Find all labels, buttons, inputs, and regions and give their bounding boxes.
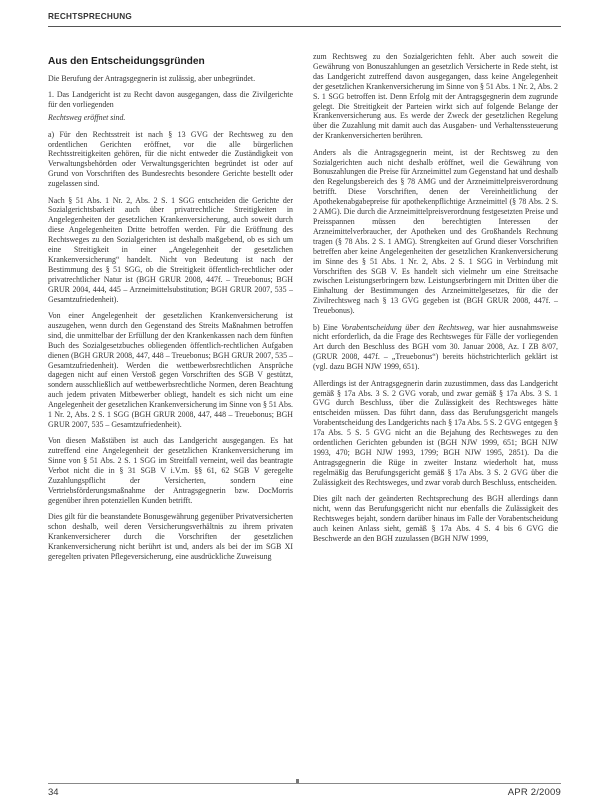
paragraph: Anders als die Antragsgegnerin meint, ist der Rechtsweg zu den Sozialgerichten auch nicht deshalb eröffnet, weil die Gewährung von Bonuszahlungen die Preise für Arzneimittel zum Gegenstand hat und deshalb den Regelungsbereich des § 78 AMG und der Arzneimittelpreisverordnung betrifft. Diese Vorschriften, denen der Vereinheitlichung der Apothekenabgabepreise für apothekenpflichtige Arzneimittel (§ 78 Abs. 2 S. 2 AMG). Die durch die Arzneimittelpreisverordnung festgesetzten Preise und Preisspannen müssen den berechtigten Interessen der Arzneimittelverbraucher, der Apotheken und des Großhandels Rechnung tragen (§ 78 Abs. 2 S. 1 AMG). Strengkeiten auf Grund dieser Vorschriften betreffen aber keine Angelegenheiten der gesetzlichen Krankenversicherung im Sinne des § 51 Abs. 1 Nr. 2, Abs. 2 S. 1 SGG in Verbindung mit Vorschriften des SGB V. Es handelt sich vielmehr um eine Streitsache zwischen Leistungserbringern bzw. Leistungserbringern mit Dritten über die Einhaltung der Bestimmungen des Arzneimittelgesetzes, für die der Zivilrechtsweg nach § 13 GVG gegeben ist (BGH GRUR 2008, 447f. – Treuebonus). (313, 147, 558, 316)
paragraph-b-rest: , war hier ausnahmsweise nicht erforderlich, da die Frage des Rechtsweges für Fälle der vorliegenden Art durch den Beschluss des BGH vom 30. Januar 2008, Az. I ZB 8/07, (GRUR 2008, 447f. – „Treuebonus“) bereits höchstrichterlich geklärt ist (vgl. dazu BGH NJW 1999, 651). (313, 322, 558, 372)
paragraph-b (313, 323, 558, 373)
header-rule (48, 26, 561, 27)
paragraph-b-intro: b) Eine (313, 322, 338, 332)
paragraph: Dies gilt nach der geänderten Rechtsprechung des BGH allerdings dann nicht, wenn das Berufungsgericht nicht nur ebenfalls die Zulässigkeit des Rechtsweges bejaht, sondern darüber hinaus im Falle der Vorabentscheidung auch keinen Anlass sieht, gemäß § 17a Abs. 4 S. 4 bis 6 GVG die Beschwerde an den BGH zuzulassen (BGH NJW 1999, (313, 494, 558, 543)
paragraph-italic: Rechtsweg eröffnet sind. (48, 113, 126, 123)
section-label: RECHTSPRECHUNG (48, 12, 133, 21)
section-heading: Aus den Entscheidungsgründen (48, 56, 205, 67)
page-number: 34 (48, 787, 59, 798)
paragraph: Nach § 51 Abs. 1 Nr. 2, Abs. 2 S. 1 SGG entscheiden die Gerichte der Sozialgerichtsbarkeit auch über privatrechtliche Streitigkeiten in Angelegenheiten der gesetzlichen Krankenversicherung, auch soweit durch diese Angelegenheiten Dritte betroffen werden. Für die Eröffnung des Rechtsweges zu den Sozialgerichten ist deshalb maßgebend, ob es sich um eine Streitigkeit in einer „Angelegenheit der gesetzlichen Krankenversicherung“ handelt. Nicht von Bedeutung ist nach der Bestimmung des § 51 SGG, ob die Streitigkeit öffentlich-rechtlicher oder privatrechtlicher Natur ist (BGH GRUR 2008, 447f. – Treuebonus; BGH GRUR 2004, 444, 445 – Arzneimittelsubstitution; BGH GRUR 2007, 535 – Gesamtzufriedenheit). (48, 195, 293, 304)
left-column (48, 56, 293, 568)
footer-rule (48, 783, 561, 784)
right-column (313, 52, 558, 550)
paragraph: Die Berufung der Antragsgegnerin ist zulässig, aber unbegründet. (48, 74, 256, 83)
paragraph: Von diesen Maßstäben ist auch das Landgericht ausgegangen. Es hat zutreffend eine Angelegenheit der gesetzlichen Krankenversicherung im Sinne von § 51 Abs. 2 S. 1 SGG im Streitfall verneint, weil das beantragte Verbot nicht die in § 31 SGB V i.V.m. §§ 61, 62 SGB V geregelte Zuzahlungspflicht der Versicherten, sondern eine Vertriebsförderungsmaßnahme der Antragsgegnerin bzw. DocMorris gegenüber ihren potenziellen Kunden betrifft. (48, 436, 293, 505)
paragraph: 1. Das Landgericht ist zu Recht davon ausgegangen, dass die Zivilgerichte für den vorliegenden (48, 90, 293, 110)
paragraph: Von einer Angelegenheit der gesetzlichen Krankenversicherung ist auszugehen, wenn durch den Gegenstand des Streits Maßnahmen betroffen sind, die unmittelbar der Erfüllung der den Krankenkassen nach dem fünften Buch des Sozialgesetzbuches obliegenden öffentlich-rechtlichen Aufgaben dienen (BGH GRUR 2008, 447, 448 – Treuebonus; BGH GRUR 2007, 535 – Gesamtzufriedenheit). Werden die wettbewerbsrechtlichen Ansprüche dagegen nicht auf einen Verstoß gegen Vorschriften des SGB V gestützt, sondern ausschließlich auf wettbewerbsrechtliche Normen, deren Beachtung auch jedem privaten Mitbewerber obliegt, handelt es sich nicht um eine Angelegenheit der gesetzlichen Krankenversicherung im Sinne von § 51 Abs. 1 Nr. 2, Abs. 2 S. 1 SGG (BGH GRUR 2008, 447, 448 – Treuebonus; BGH GRUR 2007, 535 – Gesamtzufriedenheit). (48, 311, 293, 429)
paragraph: Dies gilt für die beanstandete Bonusgewährung gegenüber Privatversicherten schon deshalb, weil deren Versicherungsverhältnis zu ihrem privaten Krankenversicherer durch die Vorschriften der gesetzlichen Krankenversicherung nicht berührt ist und, anders als bei der im SGB XI geregelten privaten Pflegeversicherung, eine ausdrückliche Zuweisung (48, 512, 293, 561)
paragraph: Allerdings ist der Antragsgegnerin darin zuzustimmen, dass das Landgericht gemäß § 17a Abs. 3 S. 2 GVG vorab, und zwar gemäß § 17a Abs. 3 S. 1 GVG durch Beschluss, über die Zulässigkeit des Rechtsweges hätte entscheiden müssen. Das führt dann, dass das Berufungsgericht mangels Vorabentscheidung des Landgerichts nach § 17a Abs. 5 S. 2 GVG entgegen § 17a Abs. 5 S. 5 GVG nicht an die Bejahung des Rechtsweges zu den ordentlichen Gerichten gebunden ist (BGH NJW 1999, 651; BGH NJW 1993, 470; BGH NJW 1993, 1799; BGH NJW 1995, 2851). Da die Antragsgegnerin die Rüge in zweiter Instanz wiederholt hat, muss regelmäßig das Berufungsgericht gemäß § 17a Abs. 3 S. 2 GVG über die Zulässigkeit des Rechtsweges, und zwar vorab durch Beschluss, entscheiden. (313, 378, 558, 487)
paragraph: zum Rechtsweg zu den Sozialgerichten fehlt. Aber auch soweit die Gewährung von Bonuszahlungen an gesetzlich Versicherte in Rede steht, ist das Landgericht zutreffend davon ausgegangen, dass keine Angelegenheit der gesetzlichen Krankenversicherung im Sinne von § 51 Abs. 1 Nr. 2, Abs. 2 S. 1 SGG betroffen ist. Denn Erfolg mit der Antragsgegnerin dem zugrunde gelegt. Die Streitigkeit der Parteien wirkt sich auf folgende Belange der Krankenversicherung aus. Es werde der Zweck der gesetzlichen Regelung über die Zuzahlung mit damit auch das Ausgaben- und Verhaltenssteuerung der Krankenversicherten berühren. (313, 52, 558, 141)
paragraph: a) Für den Rechtsstreit ist nach § 13 GVG der Rechtsweg zu den ordentlichen Gerichten eröffnet, vor die alle bürgerlichen Rechtsstreitigkeiten gehören, für die nicht entweder die Zuständigkeit von Verwaltungsbehörden oder Verwaltungsgerichten begründet ist oder auf Grund von Vorschriften des Bundesrechts besondere Gerichte bestellt oder zugelassen sind. (48, 129, 293, 189)
paragraph-b-italic: Vorabentscheidung über den Rechtsweg (341, 322, 473, 332)
journal-issue: APR 2/2009 (507, 787, 561, 798)
